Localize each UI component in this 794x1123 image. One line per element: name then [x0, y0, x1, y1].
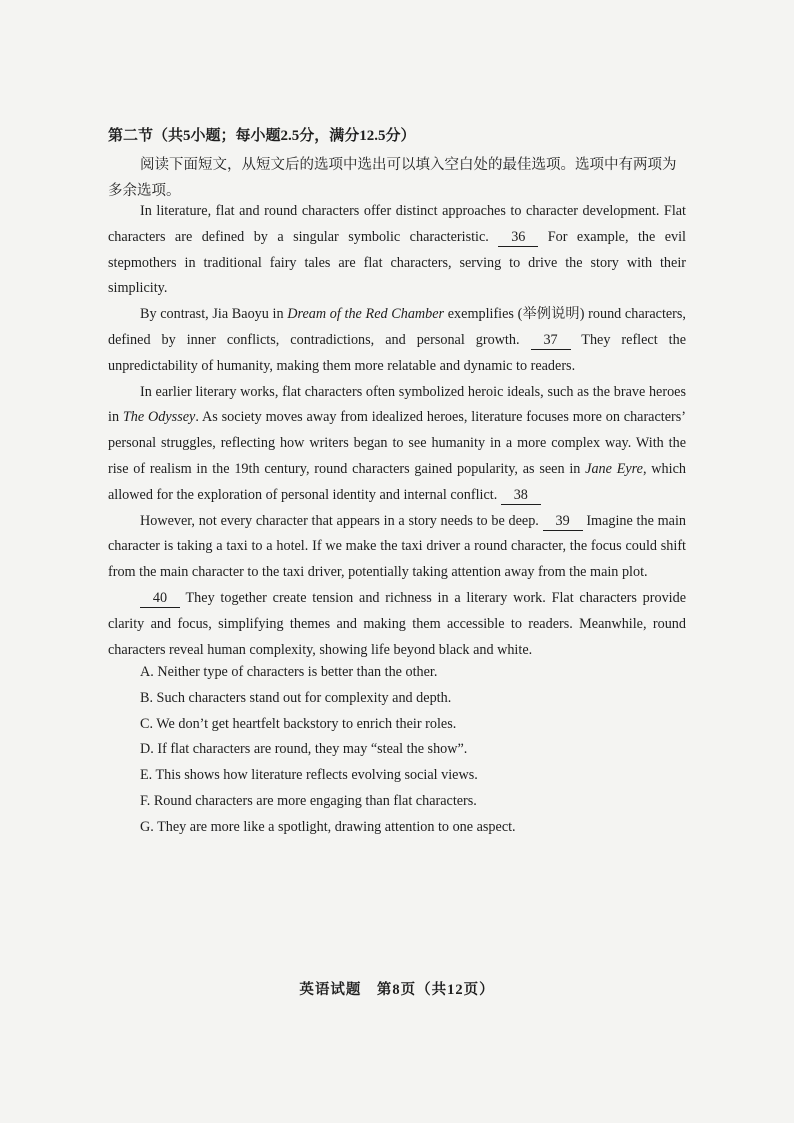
option-g: G. They are more like a spotlight, drawing attention to one aspect.: [140, 818, 516, 835]
paragraph-2-text-b: exemplifies (举例说明) round characters, defined by inner conflicts, contradictions, and personal growth.: [108, 306, 686, 348]
blank-40: 40: [140, 589, 180, 608]
blank-38: 38: [501, 486, 541, 505]
blank-37: 37: [531, 331, 571, 350]
option-e: E. This shows how literature reflects evolving social views.: [140, 767, 478, 784]
option-a: A. Neither type of characters is better than the other.: [140, 664, 438, 680]
option-d: D. If flat characters are round, they may “steal the show”.: [140, 741, 468, 758]
passage: [108, 199, 686, 663]
paragraph-5: [108, 586, 686, 663]
book-title-jane-eyre: Jane Eyre: [585, 460, 643, 477]
blank-36: 36: [498, 228, 538, 247]
book-title-dream-red-chamber: Dream of the Red Chamber: [287, 306, 445, 323]
instructions: 阅读下面短文，从短文后的选项中选出可以填入空白处的最佳选项。选项中有两项为多余选项。: [108, 157, 677, 199]
paragraph-4: [108, 509, 686, 586]
paragraph-4-text-a: However, not every character that appears in a story needs to be deep.: [140, 512, 543, 529]
paragraph-1: [108, 199, 686, 302]
paragraph-3-text-a: In earlier literary works, flat characters often symbolized heroic ideals, such as the brave heroes in: [108, 383, 686, 426]
page-footer: 英语试题 第8页（共12页）: [299, 982, 495, 998]
paragraph-3: [108, 380, 686, 509]
book-title-odyssey: The Odyssey: [122, 409, 196, 426]
section-title: 第二节（共5小题；每小题2.5分，满分12.5分）: [108, 128, 416, 144]
paragraph-1-text-a: In literature, flat and round characters offer distinct approaches to character development. Flat characters are defined by a singular symbolic characteristic.: [108, 203, 686, 245]
paragraph-4-text-b: Imagine the main character is taking a taxi to a hotel. If we make the taxi driver a round character, the focus could shift from the main character to the taxi driver, potentially taking attention away from the main plot.: [108, 512, 687, 581]
paragraph-2-text-c: They reflect the unpredictability of humanity, making them more relatable and dynamic to readers.: [108, 331, 686, 374]
option-f: F. Round characters are more engaging than flat characters.: [140, 792, 477, 809]
paragraph-2: [108, 302, 686, 379]
blank-39: 39: [543, 512, 583, 531]
paragraph-5-text-a: They together create tension and richness in a literary work. Flat characters provide clarity and focus, simplifying themes and making them accessible to readers. Meanwhile, round characters reveal human complexity, showing life beyond black and white.: [108, 589, 686, 658]
option-b: B. Such characters stand out for complexity and depth.: [140, 689, 452, 706]
option-c: C. We don’t get heartfelt backstory to enrich their roles.: [140, 715, 457, 732]
paragraph-3-text-b: . As society moves away from idealized heroes, literature focuses more on characters’ personal struggles, reflecting how writers began to see humanity in a more complex way. With the rise of realism in the 19th century, round characters gained popularity, as seen in: [108, 409, 686, 477]
options-list: [140, 660, 516, 841]
paragraph-3-text-c: , which allowed for the exploration of personal identity and internal conflict.: [108, 460, 686, 503]
paragraph-2-text-a: By contrast, Jia Baoyu in: [140, 306, 288, 323]
paragraph-1-text-b: For example, the evil stepmothers in traditional fairy tales are flat characters, serving to drive the story with their simplicity.: [108, 228, 686, 297]
